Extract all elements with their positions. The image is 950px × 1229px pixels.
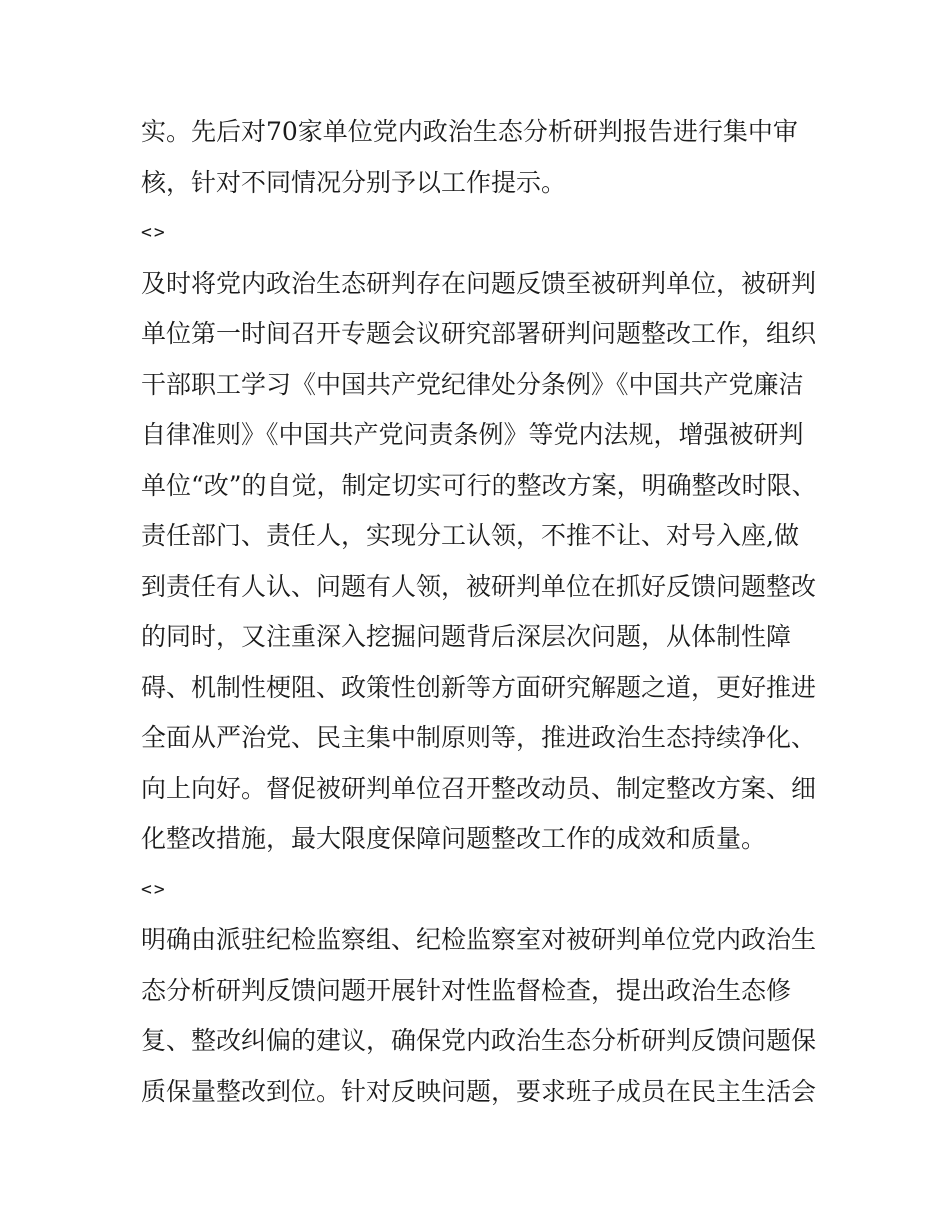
text-line: 及时将党内政治生态研判存在问题反馈至被研判单位，被研判	[141, 268, 817, 298]
text-line: 自律准则》《中国共产党问责条例》等党内法规，增强被研判	[141, 420, 804, 449]
paragraph-2	[141, 259, 817, 865]
text-line: 单位第一时间召开专题会议研究部署研判问题整改工作，组织	[141, 319, 817, 348]
text-line: 到责任有人认、问题有人领，被研判单位在抓好反馈问题整改	[141, 571, 817, 601]
paragraph-3	[141, 915, 817, 1117]
text-line: 复、整改纠偏的建议，确保党内政治生态分析研判反馈问题保	[141, 1026, 817, 1055]
text-line: 态分析研判反馈问题开展针对性监督检查，提出政治生态修	[141, 975, 792, 1005]
text-line: 责任部门、责任人，实现分工认领，不推不让、对号入座,做	[141, 521, 799, 550]
text-line: 明确由派驻纪检监察组、纪检监察室对被研判单位党内政治生	[141, 925, 817, 954]
text-line: 的同时，又注重深入挖掘问题背后深层次问题，从体制性障	[141, 622, 792, 651]
document-body	[141, 107, 817, 1117]
text-line: 单位“改”的自觉，制定切实可行的整改方案，明确整改时限、	[141, 470, 817, 500]
text-line: 核，针对不同情况分别予以工作提示。	[141, 167, 567, 197]
section-marker: <>	[141, 878, 167, 900]
text-line: 碍、机制性梗阻、政策性创新等方面研究解题之道，更好推进	[141, 672, 817, 702]
text-line: 向上向好。督促被研判单位召开整改动员、制定整改方案、细	[141, 773, 817, 803]
paragraph-1	[141, 107, 813, 208]
text-line: 实。先后对70家单位党内政治生态分析研判报告进行集中审	[141, 117, 798, 146]
text-line: 全面从严治党、民主集中制原则等，推进政治生态持续净化、	[141, 723, 817, 752]
text-line: 干部职工学习《中国共产党纪律处分条例》《中国共产党廉洁	[141, 369, 804, 399]
text-line: 质保量整改到位。针对反映问题，要求班子成员在民主生活会	[141, 1076, 817, 1106]
section-marker: <>	[141, 222, 167, 243]
text-line: 化整改措施，最大限度保障问题整改工作的成效和质量。	[141, 824, 767, 853]
